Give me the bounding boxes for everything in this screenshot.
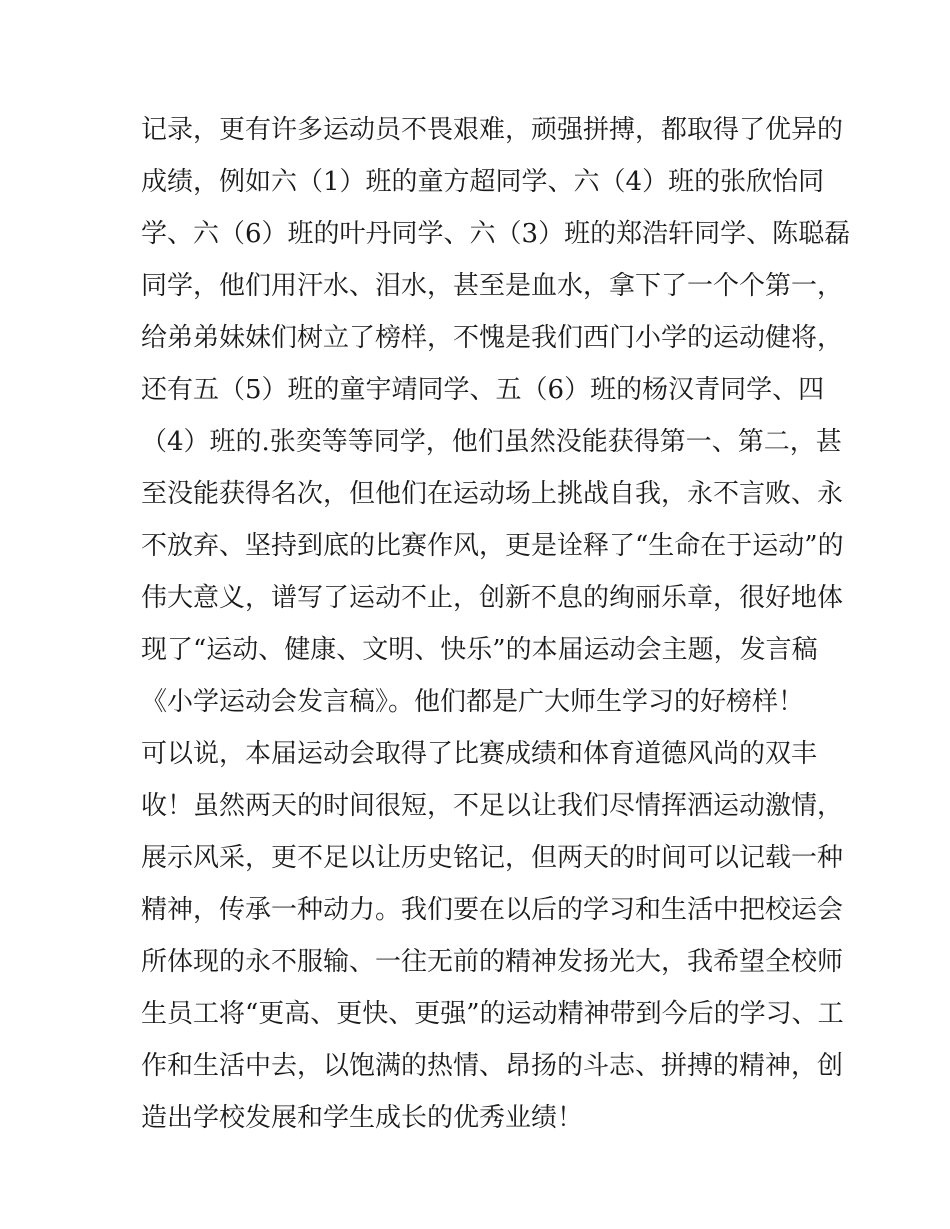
text-line: 记录，更有许多运动员不畏艰难，顽强拼搏，都取得了优异的	[141, 115, 844, 145]
text-line: （4）班的.张奕等等同学，他们虽然没能获得第一、第二，甚	[141, 427, 842, 457]
text-line: 展示风采，更不足以让历史铭记，但两天的时间可以记载一种	[141, 843, 844, 873]
text-line: 收！虽然两天的时间很短，不足以让我们尽情挥洒运动激情，	[141, 791, 844, 821]
text-line: 伟大意义，谱写了运动不止，创新不息的绚丽乐章，很好地体	[141, 583, 844, 613]
text-line: 可以说，本届运动会取得了比赛成绩和体育道德风尚的双丰	[141, 739, 818, 769]
text-line: 成绩，例如六（1）班的童方超同学、六（4）班的张欣怡同	[141, 167, 825, 197]
text-line: 学、六（6）班的叶丹同学、六（3）班的郑浩轩同学、陈聪磊	[141, 219, 851, 249]
text-line: 所体现的永不服输、一往无前的精神发扬光大，我希望全校师	[141, 947, 844, 977]
text-line: 作和生活中去，以饱满的热情、昂扬的斗志、拼搏的精神，创	[141, 1051, 844, 1081]
text-line: 给弟弟妹妹们树立了榜样，不愧是我们西门小学的运动健将，	[141, 323, 844, 353]
text-line: 还有五（5）班的童宇靖同学、五（6）班的杨汉青同学、四	[141, 375, 825, 405]
text-line: 现了“运动、健康、文明、快乐”的本届运动会主题，发言稿	[141, 635, 818, 665]
text-line: 同学，他们用汗水、泪水，甚至是血水，拿下了一个个第一，	[141, 271, 844, 301]
text-line: 至没能获得名次，但他们在运动场上挑战自我，永不言败、永	[141, 479, 844, 509]
body-text	[141, 104, 851, 1144]
text-line: 精神，传承一种动力。我们要在以后的学习和生活中把校运会	[141, 895, 844, 925]
text-line: 造出学校发展和学生成长的优秀业绩！	[141, 1103, 584, 1133]
text-line: 《小学运动会发言稿》。他们都是广大师生学习的好榜样！	[141, 687, 805, 717]
text-line: 生员工将“更高、更快、更强”的运动精神带到今后的学习、工	[141, 999, 844, 1029]
text-line: 不放弃、坚持到底的比赛作风，更是诠释了“生命在于运动”的	[141, 531, 844, 561]
